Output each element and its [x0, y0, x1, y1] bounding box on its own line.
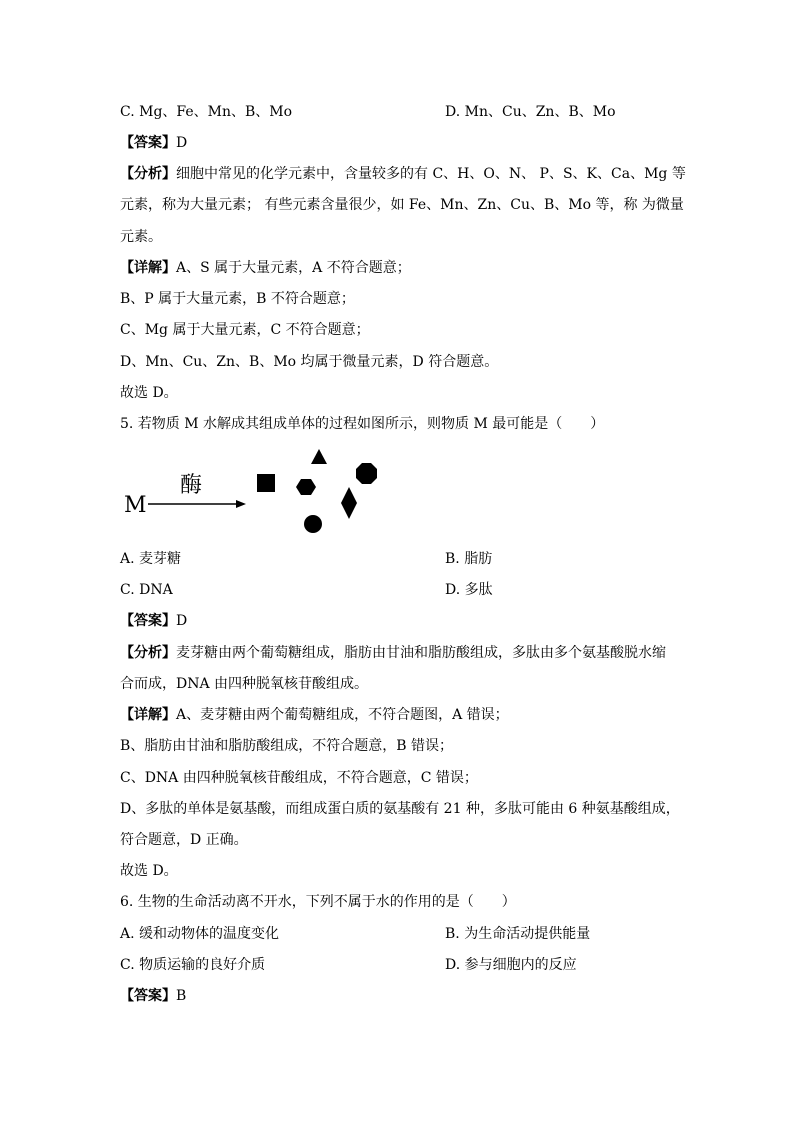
- q5-analysis-line-2: 合而成，DNA 由四种脱氧核苷酸组成。: [120, 676, 369, 692]
- analysis-label: 【分析】: [120, 166, 176, 182]
- q6-stem: 6. 生物的生命活动离不开水，下列不属于水的作用的是（ ）: [120, 894, 516, 910]
- q5-option-a: A. 麦芽糖: [120, 551, 182, 567]
- q5-analysis-line-1: [120, 643, 666, 663]
- monomer-circle: [304, 515, 322, 533]
- monomer-square: [257, 474, 275, 492]
- q4-option-d: D. Mn、Cu、Zn、B、Mo: [445, 104, 616, 120]
- q4-conclusion: 故选 D。: [120, 385, 178, 401]
- analysis-text: 细胞中常见的化学元素中，含量较多的有 C、H、O、N、 P、S、K、Ca、Mg 等: [176, 166, 686, 182]
- q6-option-c: C. 物质运输的良好介质: [120, 957, 266, 973]
- q5-answer: [120, 611, 187, 631]
- answer-label: 【答案】: [120, 613, 176, 629]
- q5-stem: 5. 若物质 M 水解成其组成单体的过程如图所示，则物质 M 最可能是（ ）: [120, 416, 605, 432]
- q4-detail-line-4: D、Mn、Cu、Zn、B、Mo 均属于微量元素，D 符合题意。: [120, 354, 499, 370]
- detail-label: 【详解】: [120, 707, 176, 723]
- q4-detail-line-2: B、P 属于大量元素，B 不符合题意；: [120, 291, 355, 307]
- q5-option-c: C. DNA: [120, 582, 173, 598]
- q4-option-c: C. Mg、Fe、Mn、B、Mo: [120, 104, 293, 120]
- q5-detail-line-5: 符合题意，D 正确。: [120, 832, 248, 848]
- monomer-hexagon: [296, 479, 316, 495]
- monomer-diamond: [341, 487, 357, 519]
- analysis-text: 麦芽糖由两个葡萄糖组成，脂肪由甘油和脂肪酸组成，多肽由多个氨基酸脱水缩: [176, 645, 666, 661]
- answer-label: 【答案】: [120, 988, 176, 1004]
- answer-value: D: [176, 613, 188, 629]
- detail-label: 【详解】: [120, 260, 176, 276]
- reaction-arrow-head: [236, 500, 246, 508]
- q6-answer: [120, 986, 186, 1006]
- monomer-triangle: [311, 449, 327, 464]
- answer-value: B: [176, 988, 187, 1004]
- monomer-octagon: [356, 463, 377, 484]
- q4-answer: [120, 133, 187, 153]
- q5-option-d: D. 多肽: [445, 582, 493, 598]
- q6-option-b: B. 为生命活动提供能量: [445, 926, 591, 942]
- q6-option-a: A. 缓和动物体的温度变化: [120, 926, 280, 942]
- q5-option-b: B. 脂肪: [445, 551, 493, 567]
- enzyme-label: 酶: [180, 473, 203, 498]
- hydrolysis-diagram: [118, 440, 388, 540]
- q5-detail-line-2: B、脂肪由甘油和脂肪酸组成，不符合题意，B 错误；: [120, 738, 454, 754]
- answer-label: 【答案】: [120, 135, 176, 151]
- q5-detail-line-4: D、多肽的单体是氨基酸，而组成蛋白质的氨基酸有 21 种，多肽可能由 6 种氨基酸组成，: [120, 801, 680, 817]
- q4-analysis-line-3: 元素。: [120, 229, 162, 245]
- analysis-label: 【分析】: [120, 645, 176, 661]
- q4-analysis-line-2: 元素，称为大量元素； 有些元素含量很少，如 Fe、Mn、Zn、Cu、B、Mo 等，称 为微量: [120, 197, 684, 213]
- q5-detail-line-1: [120, 705, 509, 725]
- q4-analysis-line-1: [120, 164, 686, 184]
- q4-detail-line-1: [120, 258, 411, 278]
- q6-option-d: D. 参与细胞内的反应: [445, 957, 577, 973]
- substance-m-label: M: [124, 493, 147, 518]
- q5-conclusion: 故选 D。: [120, 863, 178, 879]
- detail-text: A、S 属于大量元素，A 不符合题意；: [176, 260, 411, 276]
- answer-value: D: [176, 135, 188, 151]
- q4-detail-line-3: C、Mg 属于大量元素，C 不符合题意；: [120, 322, 370, 338]
- detail-text: A、麦芽糖由两个葡萄糖组成，不符合题图，A 错误；: [176, 707, 509, 723]
- q5-detail-line-3: C、DNA 由四种脱氧核苷酸组成，不符合题意，C 错误；: [120, 770, 478, 786]
